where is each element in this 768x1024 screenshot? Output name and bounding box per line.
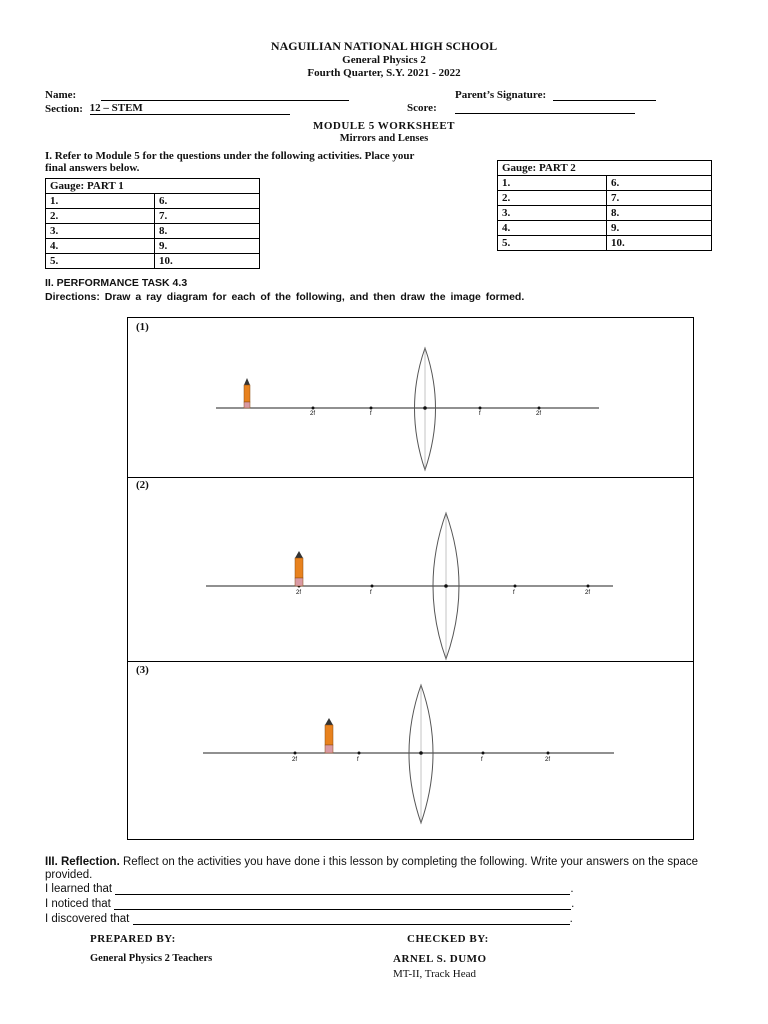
score-field[interactable] (455, 113, 635, 114)
table-row (498, 206, 712, 221)
mark-f-left: f (357, 757, 359, 763)
answer-cell[interactable]: 5. (46, 254, 155, 269)
focal-point (370, 407, 373, 410)
focal-point (312, 407, 315, 410)
answer-cell[interactable]: 6. (607, 176, 712, 191)
reflection-instructions (45, 856, 735, 882)
pencil-object-icon (244, 378, 250, 408)
reflection-answer-field[interactable] (114, 909, 571, 910)
section-field[interactable] (90, 102, 290, 115)
name-row (45, 89, 349, 101)
answer-cell[interactable]: 7. (607, 191, 712, 206)
mark-2f-right: 2f (536, 411, 542, 417)
answer-cell[interactable]: 10. (607, 236, 712, 251)
focal-point (587, 585, 590, 588)
lens-center (444, 584, 448, 588)
answer-cell[interactable]: 9. (607, 221, 712, 236)
ray-diagram-1[interactable] (127, 317, 694, 478)
directions-text: Draw a ray diagram for each of the following, and then draw the image formed. (104, 291, 525, 303)
checked-by-name: ARNEL S. DUMO (393, 953, 487, 965)
worksheet-title: MODULE 5 WORKSHEET (312, 120, 456, 132)
lens-diagram-svg (128, 661, 693, 839)
reflection-prompt-row: I noticed that . (45, 898, 575, 910)
answer-cell[interactable]: 7. (155, 209, 260, 224)
focal-point (538, 407, 541, 410)
prepared-by-name: General Physics 2 Teachers (90, 953, 213, 964)
reflection-heading: III. Reflection. (45, 856, 120, 868)
ray-diagram-2[interactable] (127, 476, 694, 662)
mark-2f-left: 2f (296, 590, 302, 596)
gauge-part2-title: Gauge: PART 2 (498, 161, 712, 176)
table-row (46, 209, 260, 224)
answer-cell[interactable]: 4. (46, 239, 155, 254)
score-row (407, 102, 635, 114)
table-row (498, 236, 712, 251)
mark-2f-left: 2f (292, 757, 298, 763)
mark-f-right: f (513, 590, 515, 596)
answer-cell[interactable]: 8. (155, 224, 260, 239)
school-name: NAGUILIAN NATIONAL HIGH SCHOOL (270, 39, 498, 53)
signature-row (455, 89, 656, 101)
part1-instruction-line1: I. Refer to Module 5 for the questions under the following activities. Place your (45, 150, 415, 162)
answer-cell[interactable]: 2. (498, 191, 607, 206)
score-label: Score: (407, 102, 437, 114)
section-label: Section: (45, 103, 83, 115)
focal-point (358, 752, 361, 755)
diagram-label: (1) (136, 321, 149, 333)
part2-heading: II. PERFORMANCE TASK 4.3 (45, 277, 188, 289)
gauge-part1-title: Gauge: PART 1 (46, 179, 260, 194)
table-row (498, 221, 712, 236)
gauge-part1-table (45, 178, 260, 269)
answer-cell[interactable]: 3. (46, 224, 155, 239)
lens-center (419, 751, 423, 755)
mark-f-left: f (370, 590, 372, 596)
answer-cell[interactable]: 2. (46, 209, 155, 224)
focal-point (371, 585, 374, 588)
answer-cell[interactable]: 8. (607, 206, 712, 221)
mark-f-right: f (479, 411, 481, 417)
table-row (46, 194, 260, 209)
pencil-object-icon (325, 718, 333, 753)
quarter-line: Fourth Quarter, S.Y. 2021 - 2022 (307, 67, 461, 79)
focal-point (547, 752, 550, 755)
section-value: 12 – STEM (89, 102, 143, 114)
lens-center (423, 406, 427, 410)
answer-cell[interactable]: 9. (155, 239, 260, 254)
section-row (45, 102, 290, 115)
diagram-label: (3) (136, 664, 149, 676)
directions-label: Directions: (45, 291, 100, 303)
lens-diagram-svg (128, 476, 693, 661)
reflection-prompt-row: I learned that . (45, 883, 574, 895)
mark-f-left: f (370, 411, 372, 417)
part1-instruction (45, 150, 495, 174)
reflection-prompt-row: I discovered that . (45, 913, 573, 925)
reflection-prompt: I noticed that (45, 898, 111, 910)
answer-cell[interactable]: 6. (155, 194, 260, 209)
ray-diagram-3[interactable] (127, 661, 694, 840)
pencil-object-icon (295, 551, 303, 586)
table-row (46, 224, 260, 239)
mark-2f-right: 2f (585, 590, 591, 596)
diagram-label: (2) (136, 479, 149, 491)
focal-point (514, 585, 517, 588)
table-row (46, 239, 260, 254)
name-field[interactable] (101, 100, 349, 101)
answer-cell[interactable]: 1. (46, 194, 155, 209)
reflection-answer-field[interactable] (133, 924, 570, 925)
prepared-by-label: PREPARED BY: (90, 933, 176, 945)
checked-by-title: MT-II, Track Head (393, 968, 476, 980)
answer-cell[interactable]: 5. (498, 236, 607, 251)
focal-point (479, 407, 482, 410)
worksheet-subtitle: Mirrors and Lenses (339, 133, 429, 144)
checked-by-label: CHECKED BY: (407, 933, 489, 945)
gauge-part2-table (497, 160, 712, 251)
mark-2f-left: 2f (310, 411, 316, 417)
reflection-answer-field[interactable] (115, 894, 570, 895)
answer-cell[interactable]: 10. (155, 254, 260, 269)
table-row (46, 254, 260, 269)
reflection-text-line1: Reflect on the activities you have done i this lesson by completing the following. Write your answers on the space (119, 856, 699, 868)
signature-label: Parent’s Signature: (455, 89, 547, 101)
reflection-prompt: I discovered that (45, 913, 130, 925)
signature-field[interactable] (553, 100, 656, 101)
part2-directions (45, 291, 524, 303)
reflection-prompt: I learned that (45, 883, 113, 895)
mark-f-right: f (481, 757, 483, 763)
answer-cell[interactable]: 4. (498, 221, 607, 236)
table-row (498, 176, 712, 191)
part1-instruction-line2: final answers below. (45, 162, 140, 174)
focal-point (294, 752, 297, 755)
reflection-text-line2: provided. (45, 869, 93, 881)
table-row (498, 191, 712, 206)
answer-cell[interactable]: 1. (498, 176, 607, 191)
name-label: Name: (45, 89, 77, 101)
mark-2f-right: 2f (545, 757, 551, 763)
focal-point (482, 752, 485, 755)
lens-diagram-svg (128, 318, 693, 477)
subject-title: General Physics 2 (342, 54, 426, 66)
answer-cell[interactable]: 3. (498, 206, 607, 221)
